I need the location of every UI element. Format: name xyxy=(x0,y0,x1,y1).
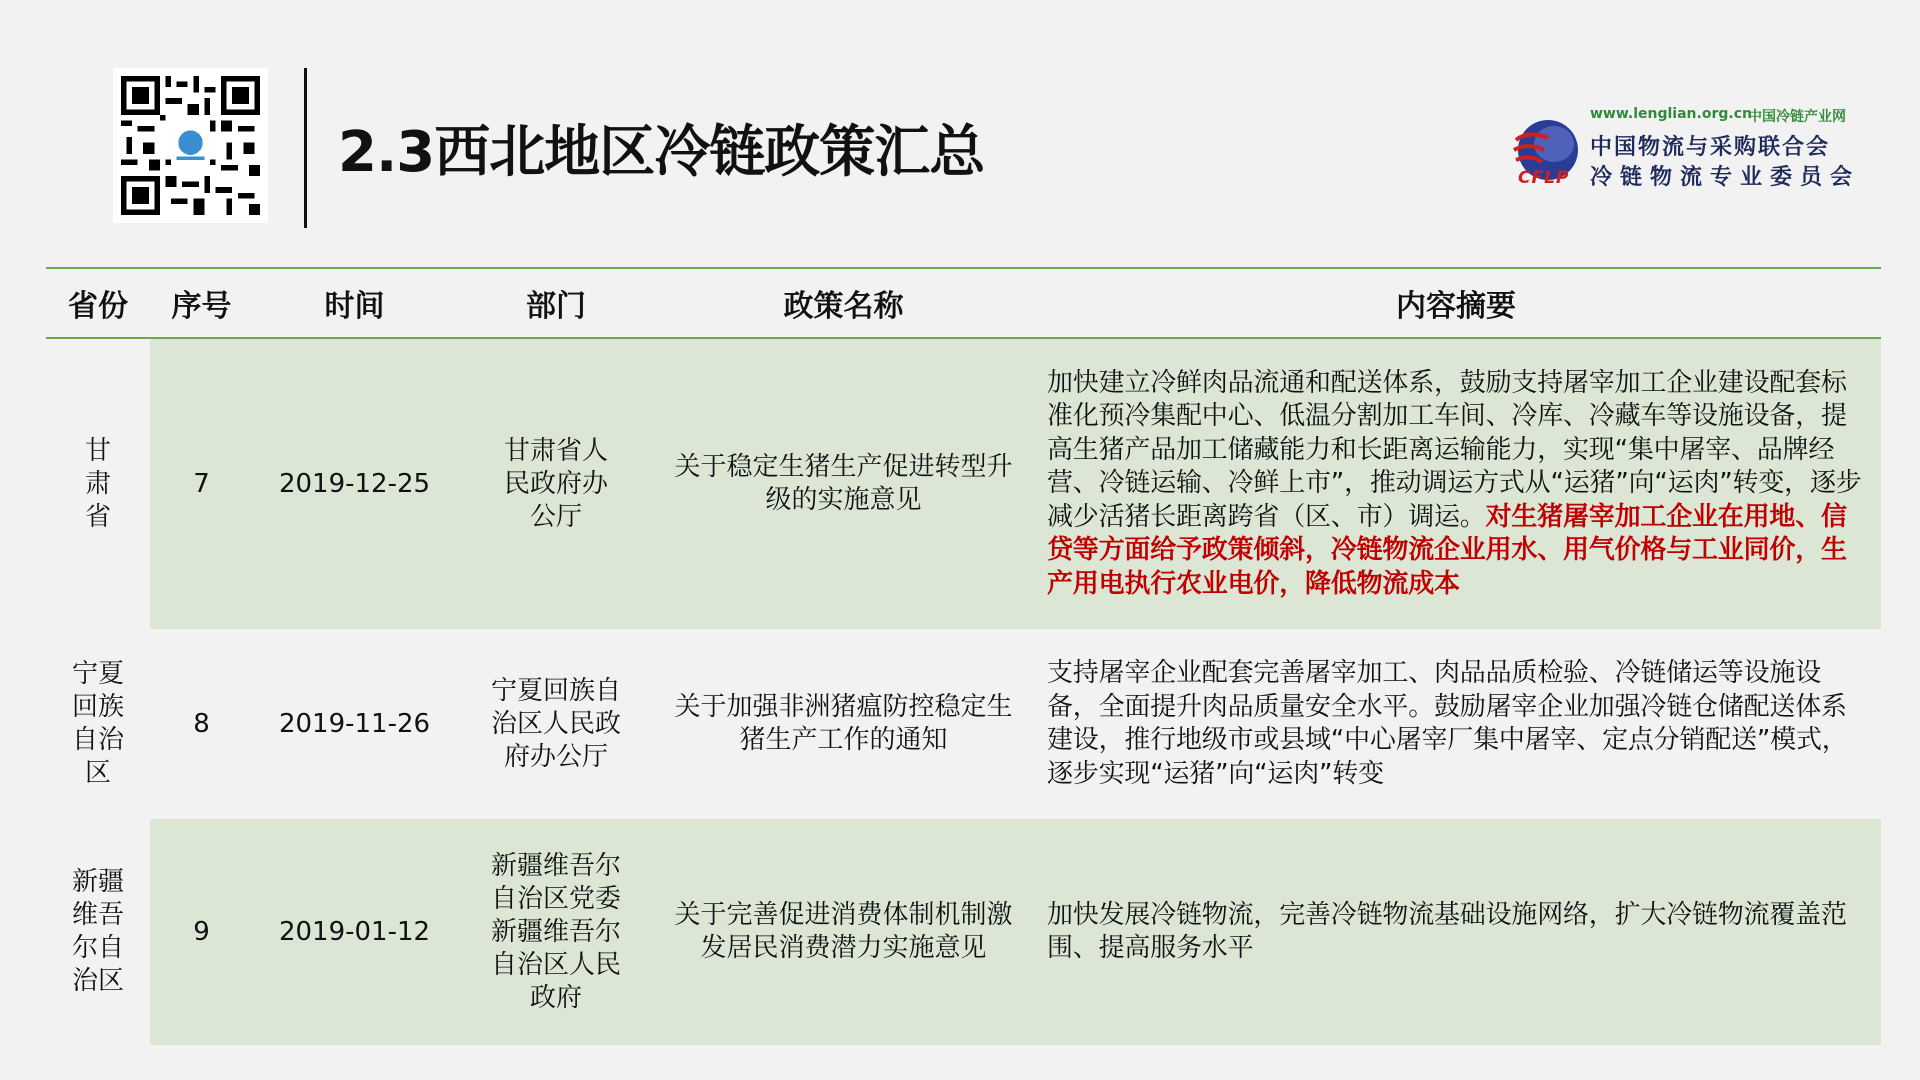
department-cell: 宁夏回族自治区人民政府办公厅 xyxy=(490,675,621,772)
cflp-mark: CFLP xyxy=(1518,168,1570,188)
table-row xyxy=(46,819,1881,1045)
number-cell: 9 xyxy=(193,916,210,947)
org-logo xyxy=(1500,100,1875,195)
header-date: 时间 xyxy=(324,289,385,324)
date-cell: 2019-12-25 xyxy=(278,468,431,499)
qr-code-icon xyxy=(121,76,260,215)
table-row xyxy=(46,339,1881,629)
qr-code xyxy=(113,68,268,223)
logo-org-line2: 冷链物流专业委员会 xyxy=(1590,165,1861,190)
summary-highlight: 对生猪屠宰加工企业在用地、信贷等方面给予政策倾斜，冷链物流企业用水、用气价格与工业同价，生产用电执行农业电价，降低物流成本 xyxy=(1047,501,1847,599)
province-cell: 宁夏回族自治区 xyxy=(71,659,124,788)
summary-cell: 支持屠宰企业配套完善屠宰加工、肉品品质检验、冷链储运等设施设备，全面提升肉品质量安全水平。鼓励屠宰企业加强冷链仓储配送体系建设，推行地级市或县域“中心屠宰厂集中屠宰、定点分销配送”模式，逐步实现“运猪”向“运肉”转变 xyxy=(1047,658,1848,789)
date-cell: 2019-11-26 xyxy=(278,708,431,739)
summary-text: 加快建立冷鲜肉品流通和配送体系，鼓励支持屠宰加工企业建设配套标准化预冷集配中心、低温分割加工车间、冷库、冷藏车等设施设备，提高生猪产品加工储藏能力和长距离运输能力，实现“集中屠宰、品牌经营、冷链运输、冷鲜上市”，推动调运方式从“运猪”向“运肉”转变，逐步减少活猪长距离跨省（区、市）调运。 xyxy=(1047,367,1862,532)
date-cell: 2019-01-12 xyxy=(278,916,431,947)
logo-url: www.lenglian.org.cn xyxy=(1590,106,1752,122)
page-title: 2.3西北地区冷链政策汇总 xyxy=(338,120,985,185)
policy-table xyxy=(46,267,1881,1045)
province-cell: 甘肃省 xyxy=(84,435,111,532)
header-policy: 政策名称 xyxy=(783,289,904,324)
logo-org-line1: 中国物流与采购联合会 xyxy=(1590,135,1831,160)
header-summary: 内容摘要 xyxy=(1396,289,1516,324)
number-cell: 8 xyxy=(193,708,210,739)
number-cell: 7 xyxy=(193,468,210,499)
title-divider xyxy=(304,68,307,228)
department-cell: 甘肃省人民政府办公厅 xyxy=(503,435,608,532)
header-number: 序号 xyxy=(171,289,232,324)
header-province: 省份 xyxy=(68,289,128,324)
logo-network: 中国冷链产业网 xyxy=(1748,109,1846,125)
header-department: 部门 xyxy=(526,289,586,324)
department-cell: 新疆维吾尔自治区党委新疆维吾尔自治区人民政府 xyxy=(490,850,621,1013)
policy-cell: 关于加强非洲猪瘟防控稳定生猪生产工作的通知 xyxy=(674,692,1013,755)
table-row xyxy=(46,629,1881,819)
summary-cell: 加快发展冷链物流，完善冷链物流基础设施网络，扩大冷链物流覆盖范围、提高服务水平 xyxy=(1047,899,1847,963)
summary-cell xyxy=(1031,367,1881,602)
policy-cell: 关于完善促进消费体制机制激发居民消费潜力实施意见 xyxy=(674,900,1013,963)
table-header xyxy=(46,269,1881,337)
province-cell: 新疆维吾尔自治区 xyxy=(71,867,124,996)
policy-cell: 关于稳定生猪生产促进转型升级的实施意见 xyxy=(674,452,1013,515)
